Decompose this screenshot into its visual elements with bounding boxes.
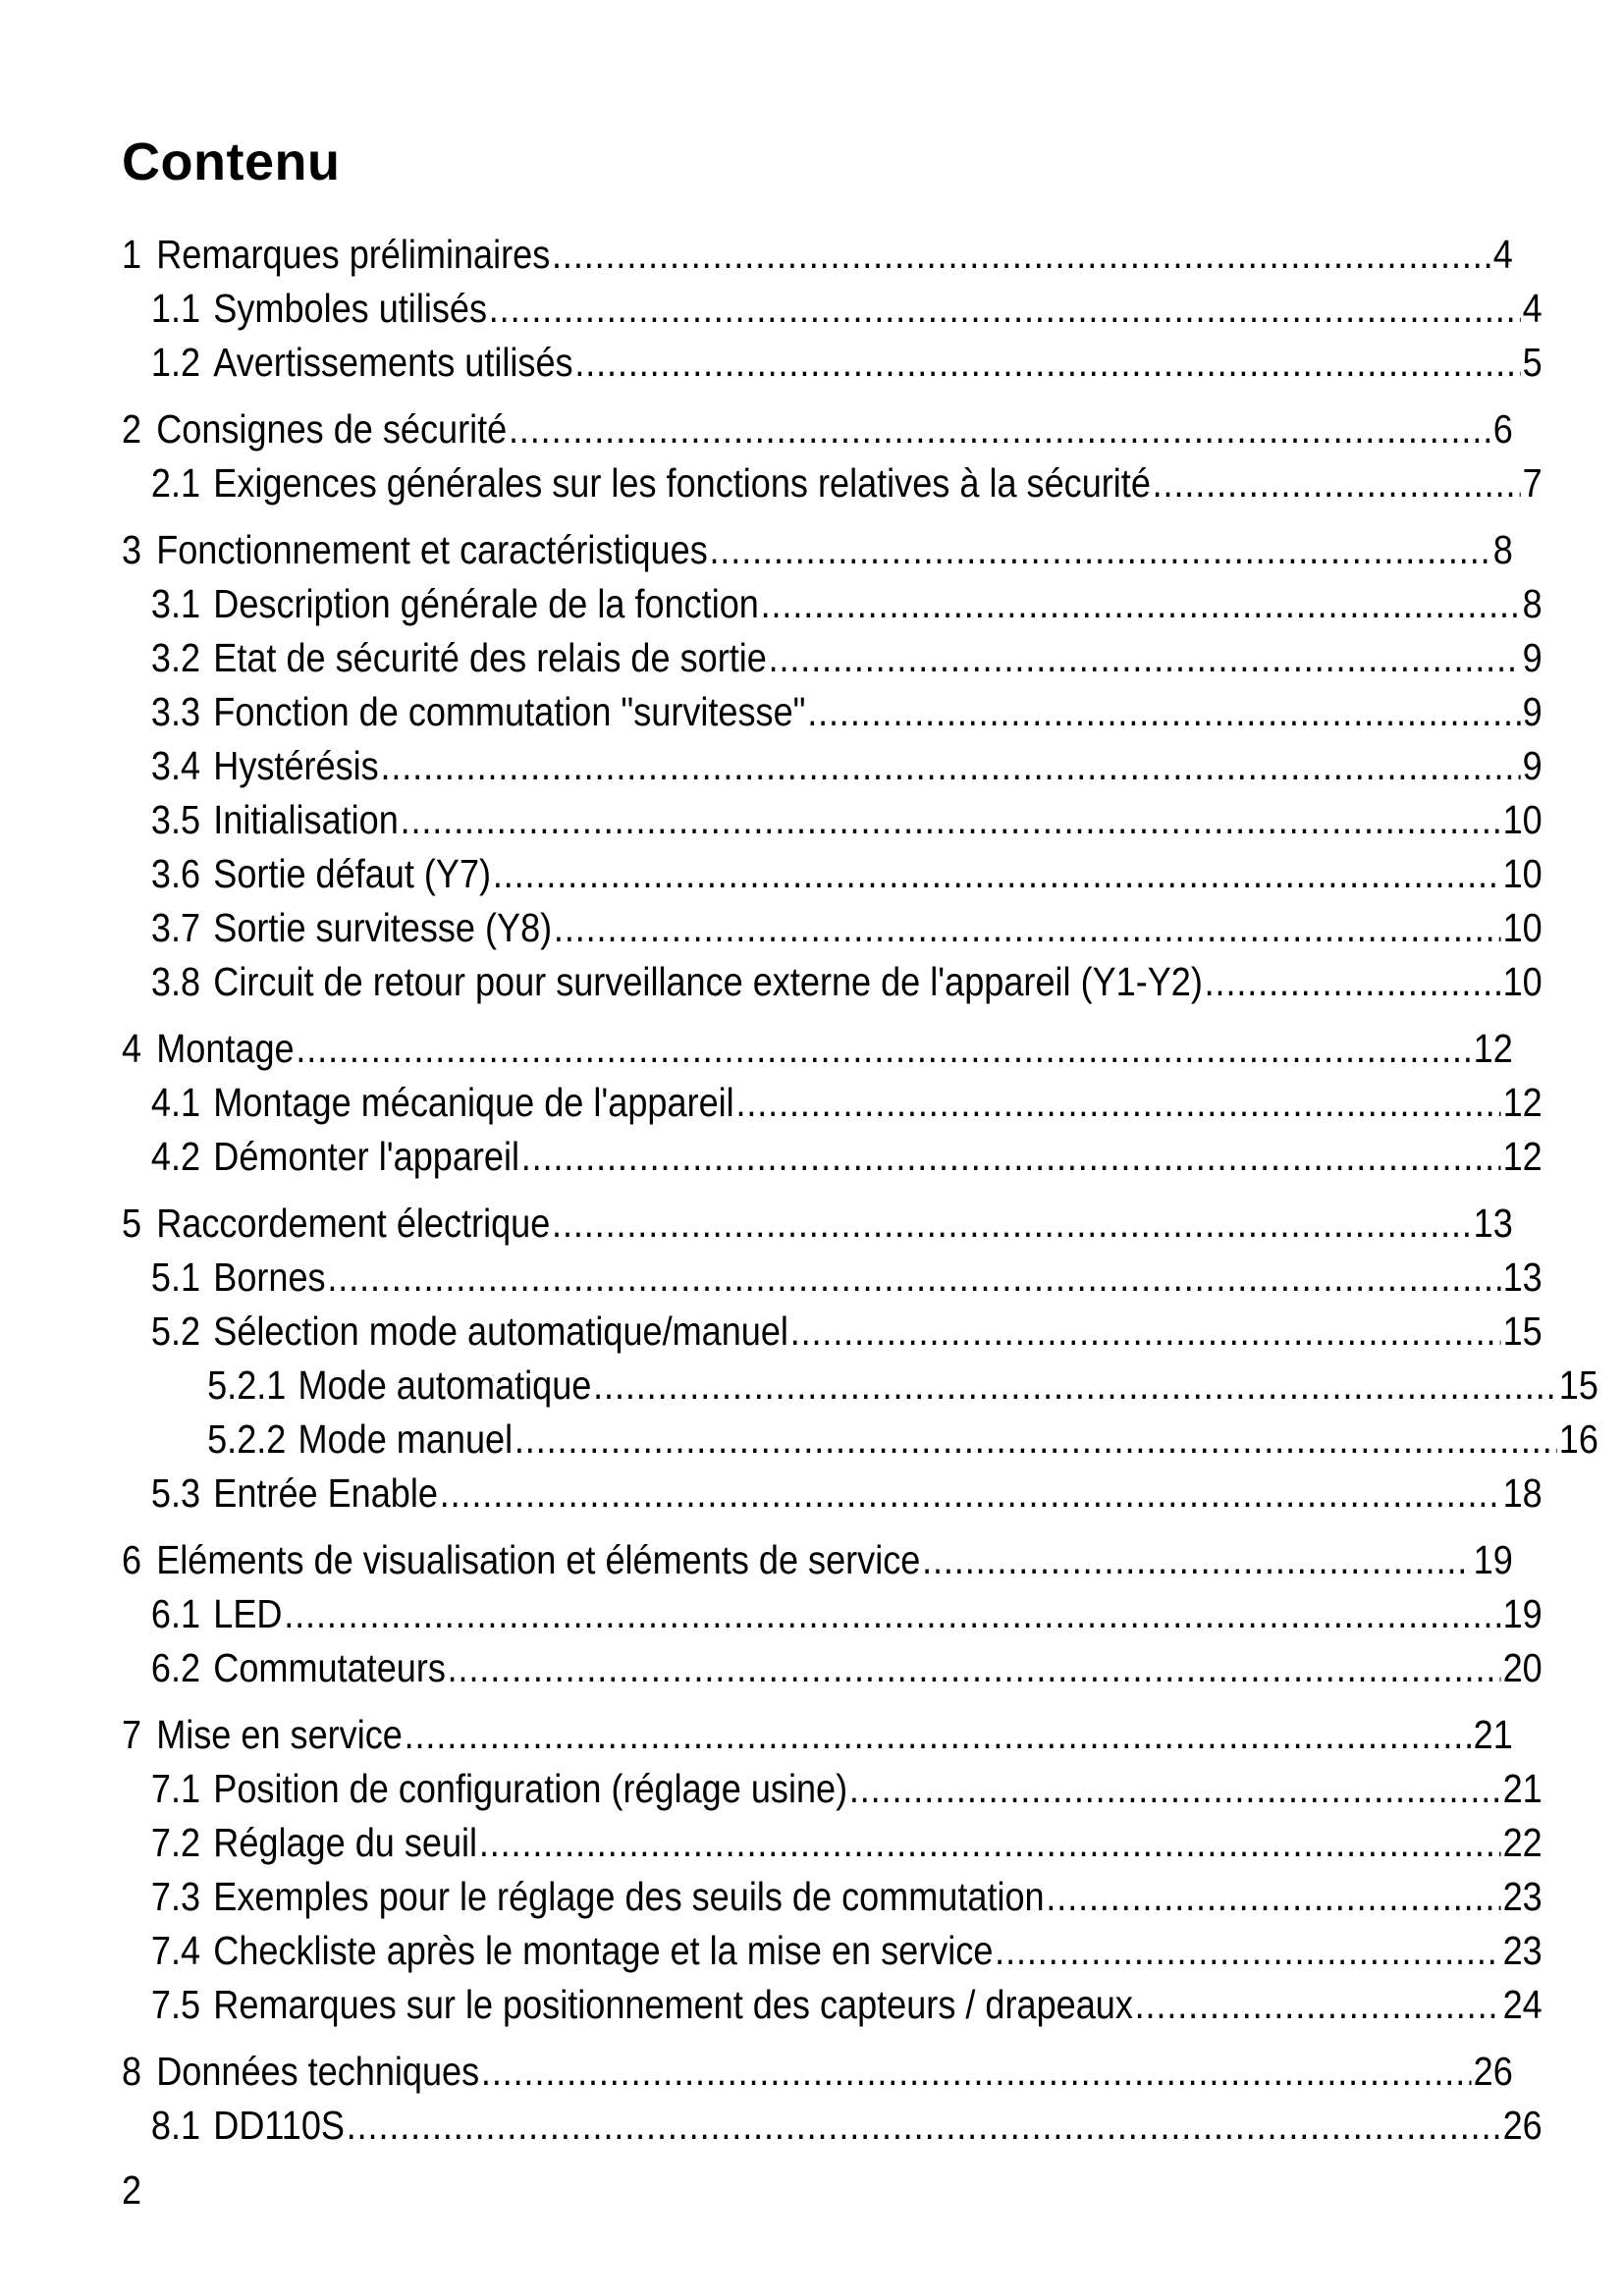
toc-entry-number: 5.2: [150, 1308, 201, 1354]
toc-entry-title: Symboles utilisés: [213, 286, 488, 331]
toc-entry[interactable]: [122, 523, 1513, 577]
dot-leader: [554, 901, 1501, 955]
dot-leader: [481, 2045, 1472, 2099]
toc-entry-page: 15: [1558, 1362, 1598, 1408]
dot-leader: [509, 402, 1491, 456]
toc-entry[interactable]: [122, 1022, 1513, 1076]
dot-leader: [479, 1816, 1501, 1870]
toc-entry-title: Sortie survitesse (Y8): [213, 905, 553, 950]
toc-entry-number: 3.4: [150, 743, 201, 788]
dot-leader: [347, 2099, 1501, 2153]
toc-entry[interactable]: [122, 577, 1543, 631]
dot-leader: [709, 523, 1490, 577]
dot-leader: [593, 1359, 1557, 1413]
toc-entry[interactable]: [122, 1816, 1543, 1870]
toc-entry-page: 4: [1522, 286, 1543, 331]
toc-entry[interactable]: [122, 685, 1543, 739]
toc-entry-number: 3.5: [150, 797, 201, 842]
dot-leader: [995, 1924, 1501, 1978]
toc-entry[interactable]: [122, 282, 1543, 336]
toc-entry-title: Mode manuel: [298, 1416, 514, 1462]
dot-leader: [735, 1076, 1500, 1130]
dot-leader: [922, 1533, 1472, 1587]
toc-entry[interactable]: [122, 1359, 1598, 1413]
toc-entry[interactable]: [122, 631, 1543, 685]
toc-entry-page: 13: [1502, 1255, 1543, 1300]
toc-entry-page: 8: [1522, 581, 1543, 626]
toc-entry-number: 5.3: [150, 1470, 201, 1516]
dot-leader: [284, 1587, 1501, 1641]
toc-entry-page: 12: [1502, 1134, 1543, 1179]
toc-entry-page: 24: [1502, 1982, 1543, 2027]
toc-entry-title: Circuit de retour pour surveillance externe de l'appareil (Y1-Y2): [213, 959, 1203, 1004]
dot-leader: [521, 1130, 1501, 1184]
toc-entry-title: Remarques sur le positionnement des capteurs / drapeaux: [213, 1982, 1133, 2027]
toc-entry-number: 7.2: [150, 1820, 201, 1865]
toc-entry-number: 2: [122, 406, 142, 452]
toc-entry-title: Exigences générales sur les fonctions relatives à la sécurité: [213, 460, 1151, 506]
toc-entry-page: 8: [1492, 527, 1513, 572]
toc-entry-page: 9: [1522, 689, 1543, 734]
toc-entry-number: 4.2: [150, 1134, 201, 1179]
toc-entry[interactable]: [122, 1978, 1543, 2032]
toc-entry-number: 6.1: [150, 1591, 201, 1636]
toc-entry-title: Raccordement électrique: [156, 1201, 551, 1246]
dot-leader: [1046, 1870, 1500, 1924]
toc-entry[interactable]: [122, 793, 1543, 847]
toc-entry-number: 6.2: [150, 1645, 201, 1690]
toc-entry-number: 4: [122, 1026, 142, 1071]
dot-leader: [769, 631, 1521, 685]
toc-entry[interactable]: [122, 1076, 1543, 1130]
toc-entry-number: 3.7: [150, 905, 201, 950]
dot-leader: [493, 847, 1501, 901]
toc-entry-number: 5.2.1: [207, 1362, 287, 1408]
toc-entry-page: 10: [1502, 851, 1543, 896]
toc-entry[interactable]: [122, 1251, 1543, 1305]
toc-entry-page: 13: [1473, 1201, 1513, 1246]
toc-entry-title: Commutateurs: [213, 1645, 446, 1690]
toc-entry-title: Données techniques: [156, 2049, 480, 2094]
toc-entry-number: 3.2: [150, 635, 201, 680]
toc-entry-title: Réglage du seuil: [213, 1820, 478, 1865]
toc-entry-page: 26: [1502, 2103, 1543, 2148]
dot-leader: [405, 1708, 1472, 1762]
toc-entry-page: 23: [1502, 1928, 1543, 1973]
toc-entry-number: 8: [122, 2049, 142, 2094]
toc-entry-title: Mise en service: [156, 1712, 403, 1757]
toc-entry-title: Consignes de sécurité: [156, 406, 508, 452]
dot-leader: [807, 685, 1521, 739]
toc-entry-number: 7.4: [150, 1928, 201, 1973]
toc-entry-title: Checkliste après le montage et la mise en service: [213, 1928, 994, 1973]
toc-entry[interactable]: [122, 1870, 1543, 1924]
dot-leader: [552, 1197, 1472, 1251]
toc-entry-title: Sortie défaut (Y7): [213, 851, 492, 896]
toc-entry-number: 7.1: [150, 1766, 201, 1811]
toc-entry[interactable]: [122, 1587, 1543, 1641]
toc-entry-number: 5.1: [150, 1255, 201, 1300]
toc-entry-number: 8.1: [150, 2103, 201, 2148]
toc-entry[interactable]: [122, 739, 1543, 793]
toc-entry-page: 20: [1502, 1645, 1543, 1690]
toc-entry-title: Initialisation: [213, 797, 399, 842]
dot-leader: [1153, 456, 1521, 510]
toc-entry[interactable]: [122, 1641, 1543, 1695]
toc-entry-page: 9: [1522, 743, 1543, 788]
toc-entry-title: Entrée Enable: [213, 1470, 438, 1516]
toc-entry-number: 3.8: [150, 959, 201, 1004]
toc-entry-title: LED: [213, 1591, 283, 1636]
toc-entry-page: 26: [1473, 2049, 1513, 2094]
dot-leader: [448, 1641, 1501, 1695]
toc-entry-title: Exemples pour le réglage des seuils de commutation: [213, 1874, 1045, 1919]
toc-entry[interactable]: [122, 847, 1543, 901]
toc-entry-number: 2.1: [150, 460, 201, 506]
toc-entry-title: Remarques préliminaires: [156, 232, 551, 277]
toc-entry-title: Fonction de commutation "survitesse": [213, 689, 806, 734]
toc-entry-number: 1.1: [150, 286, 201, 331]
toc-entry-page: 6: [1492, 406, 1513, 452]
toc-entry[interactable]: [122, 1130, 1543, 1184]
toc-entry-page: 10: [1502, 797, 1543, 842]
toc-entry-number: 5.2.2: [207, 1416, 287, 1462]
toc-entry-page: 9: [1522, 635, 1543, 680]
toc-title: Contenu: [122, 133, 341, 191]
toc-entry[interactable]: [122, 402, 1513, 456]
toc-entry-page: 10: [1502, 959, 1543, 1004]
toc-entry[interactable]: [122, 1413, 1598, 1467]
toc-entry-page: 21: [1473, 1712, 1513, 1757]
dot-leader: [296, 1022, 1472, 1076]
toc-entry-title: Mode automatique: [298, 1362, 592, 1408]
dot-leader: [552, 228, 1491, 282]
toc-entry-number: 7.5: [150, 1982, 201, 2027]
toc-entry-title: Sélection mode automatique/manuel: [213, 1308, 788, 1354]
toc-entry-title: Avertissements utilisés: [213, 340, 573, 385]
toc-entry-page: 19: [1502, 1591, 1543, 1636]
toc-entry-number: 3: [122, 527, 142, 572]
dot-leader: [401, 793, 1501, 847]
toc-entry-number: 3.6: [150, 851, 201, 896]
toc-entry[interactable]: [122, 228, 1513, 282]
toc-entry-title: Fonctionnement et caractéristiques: [156, 527, 708, 572]
toc-entry-number: 1.2: [150, 340, 201, 385]
toc-entry[interactable]: [122, 1197, 1513, 1251]
toc-entry[interactable]: [122, 1762, 1543, 1816]
toc-entry[interactable]: [122, 1467, 1543, 1521]
toc-entry[interactable]: [122, 1924, 1543, 1978]
dot-leader: [1205, 955, 1501, 1009]
toc-entry-number: 7: [122, 1712, 142, 1757]
toc-entry[interactable]: [122, 1533, 1513, 1587]
toc-entry-number: 5: [122, 1201, 142, 1246]
toc-entry-title: Montage: [156, 1026, 295, 1071]
toc-entry-number: 3.3: [150, 689, 201, 734]
toc-entry[interactable]: [122, 1708, 1513, 1762]
toc-entry-number: 7.3: [150, 1874, 201, 1919]
toc-entry-page: 22: [1502, 1820, 1543, 1865]
dot-leader: [1135, 1978, 1501, 2032]
toc-entry[interactable]: [122, 456, 1543, 510]
toc-entry-title: Bornes: [213, 1255, 326, 1300]
toc-entry-page: 23: [1502, 1874, 1543, 1919]
toc-entry-title: Position de configuration (réglage usine): [213, 1766, 848, 1811]
dot-leader: [327, 1251, 1500, 1305]
toc-entry-title: Etat de sécurité des relais de sortie: [213, 635, 767, 680]
toc-entry-title: Hystérésis: [213, 743, 379, 788]
toc-entry[interactable]: [122, 2045, 1513, 2099]
dot-leader: [380, 739, 1520, 793]
toc-entry-title: Démonter l'appareil: [213, 1134, 520, 1179]
toc-entry[interactable]: [122, 1305, 1543, 1359]
dot-leader: [489, 282, 1521, 336]
toc-entry-page: 16: [1558, 1416, 1598, 1462]
toc-entry-page: 18: [1502, 1470, 1543, 1516]
toc-entry-number: 3.1: [150, 581, 201, 626]
toc-entry-page: 21: [1502, 1766, 1543, 1811]
dot-leader: [514, 1413, 1557, 1467]
dot-leader: [761, 577, 1521, 631]
toc-entry-page: 19: [1473, 1537, 1513, 1582]
dot-leader: [849, 1762, 1501, 1816]
toc-list: [122, 228, 1598, 2153]
toc-entry-title: Description générale de la fonction: [213, 581, 759, 626]
toc-entry-number: 4.1: [150, 1080, 201, 1125]
toc-entry-page: 12: [1473, 1026, 1513, 1071]
toc-entry-number: 1: [122, 232, 142, 277]
toc-entry-page: 7: [1522, 460, 1543, 506]
toc-entry-page: 5: [1522, 340, 1543, 385]
toc-entry-page: 12: [1502, 1080, 1543, 1125]
toc-entry-page: 10: [1502, 905, 1543, 950]
toc-entry-page: 15: [1502, 1308, 1543, 1354]
toc-entry-title: Montage mécanique de l'appareil: [213, 1080, 734, 1125]
dot-leader: [574, 336, 1521, 390]
toc-entry[interactable]: [122, 955, 1543, 1009]
toc-entry-title: DD110S: [213, 2103, 345, 2148]
page-number: 2: [122, 2167, 142, 2213]
dot-leader: [440, 1467, 1501, 1521]
dot-leader: [790, 1305, 1501, 1359]
toc-entry-title: Eléments de visualisation et éléments de service: [156, 1537, 921, 1582]
toc-entry[interactable]: [122, 2099, 1543, 2153]
toc-entry[interactable]: [122, 901, 1543, 955]
toc-entry-page: 4: [1492, 232, 1513, 277]
toc-entry[interactable]: [122, 336, 1543, 390]
toc-entry-number: 6: [122, 1537, 142, 1582]
